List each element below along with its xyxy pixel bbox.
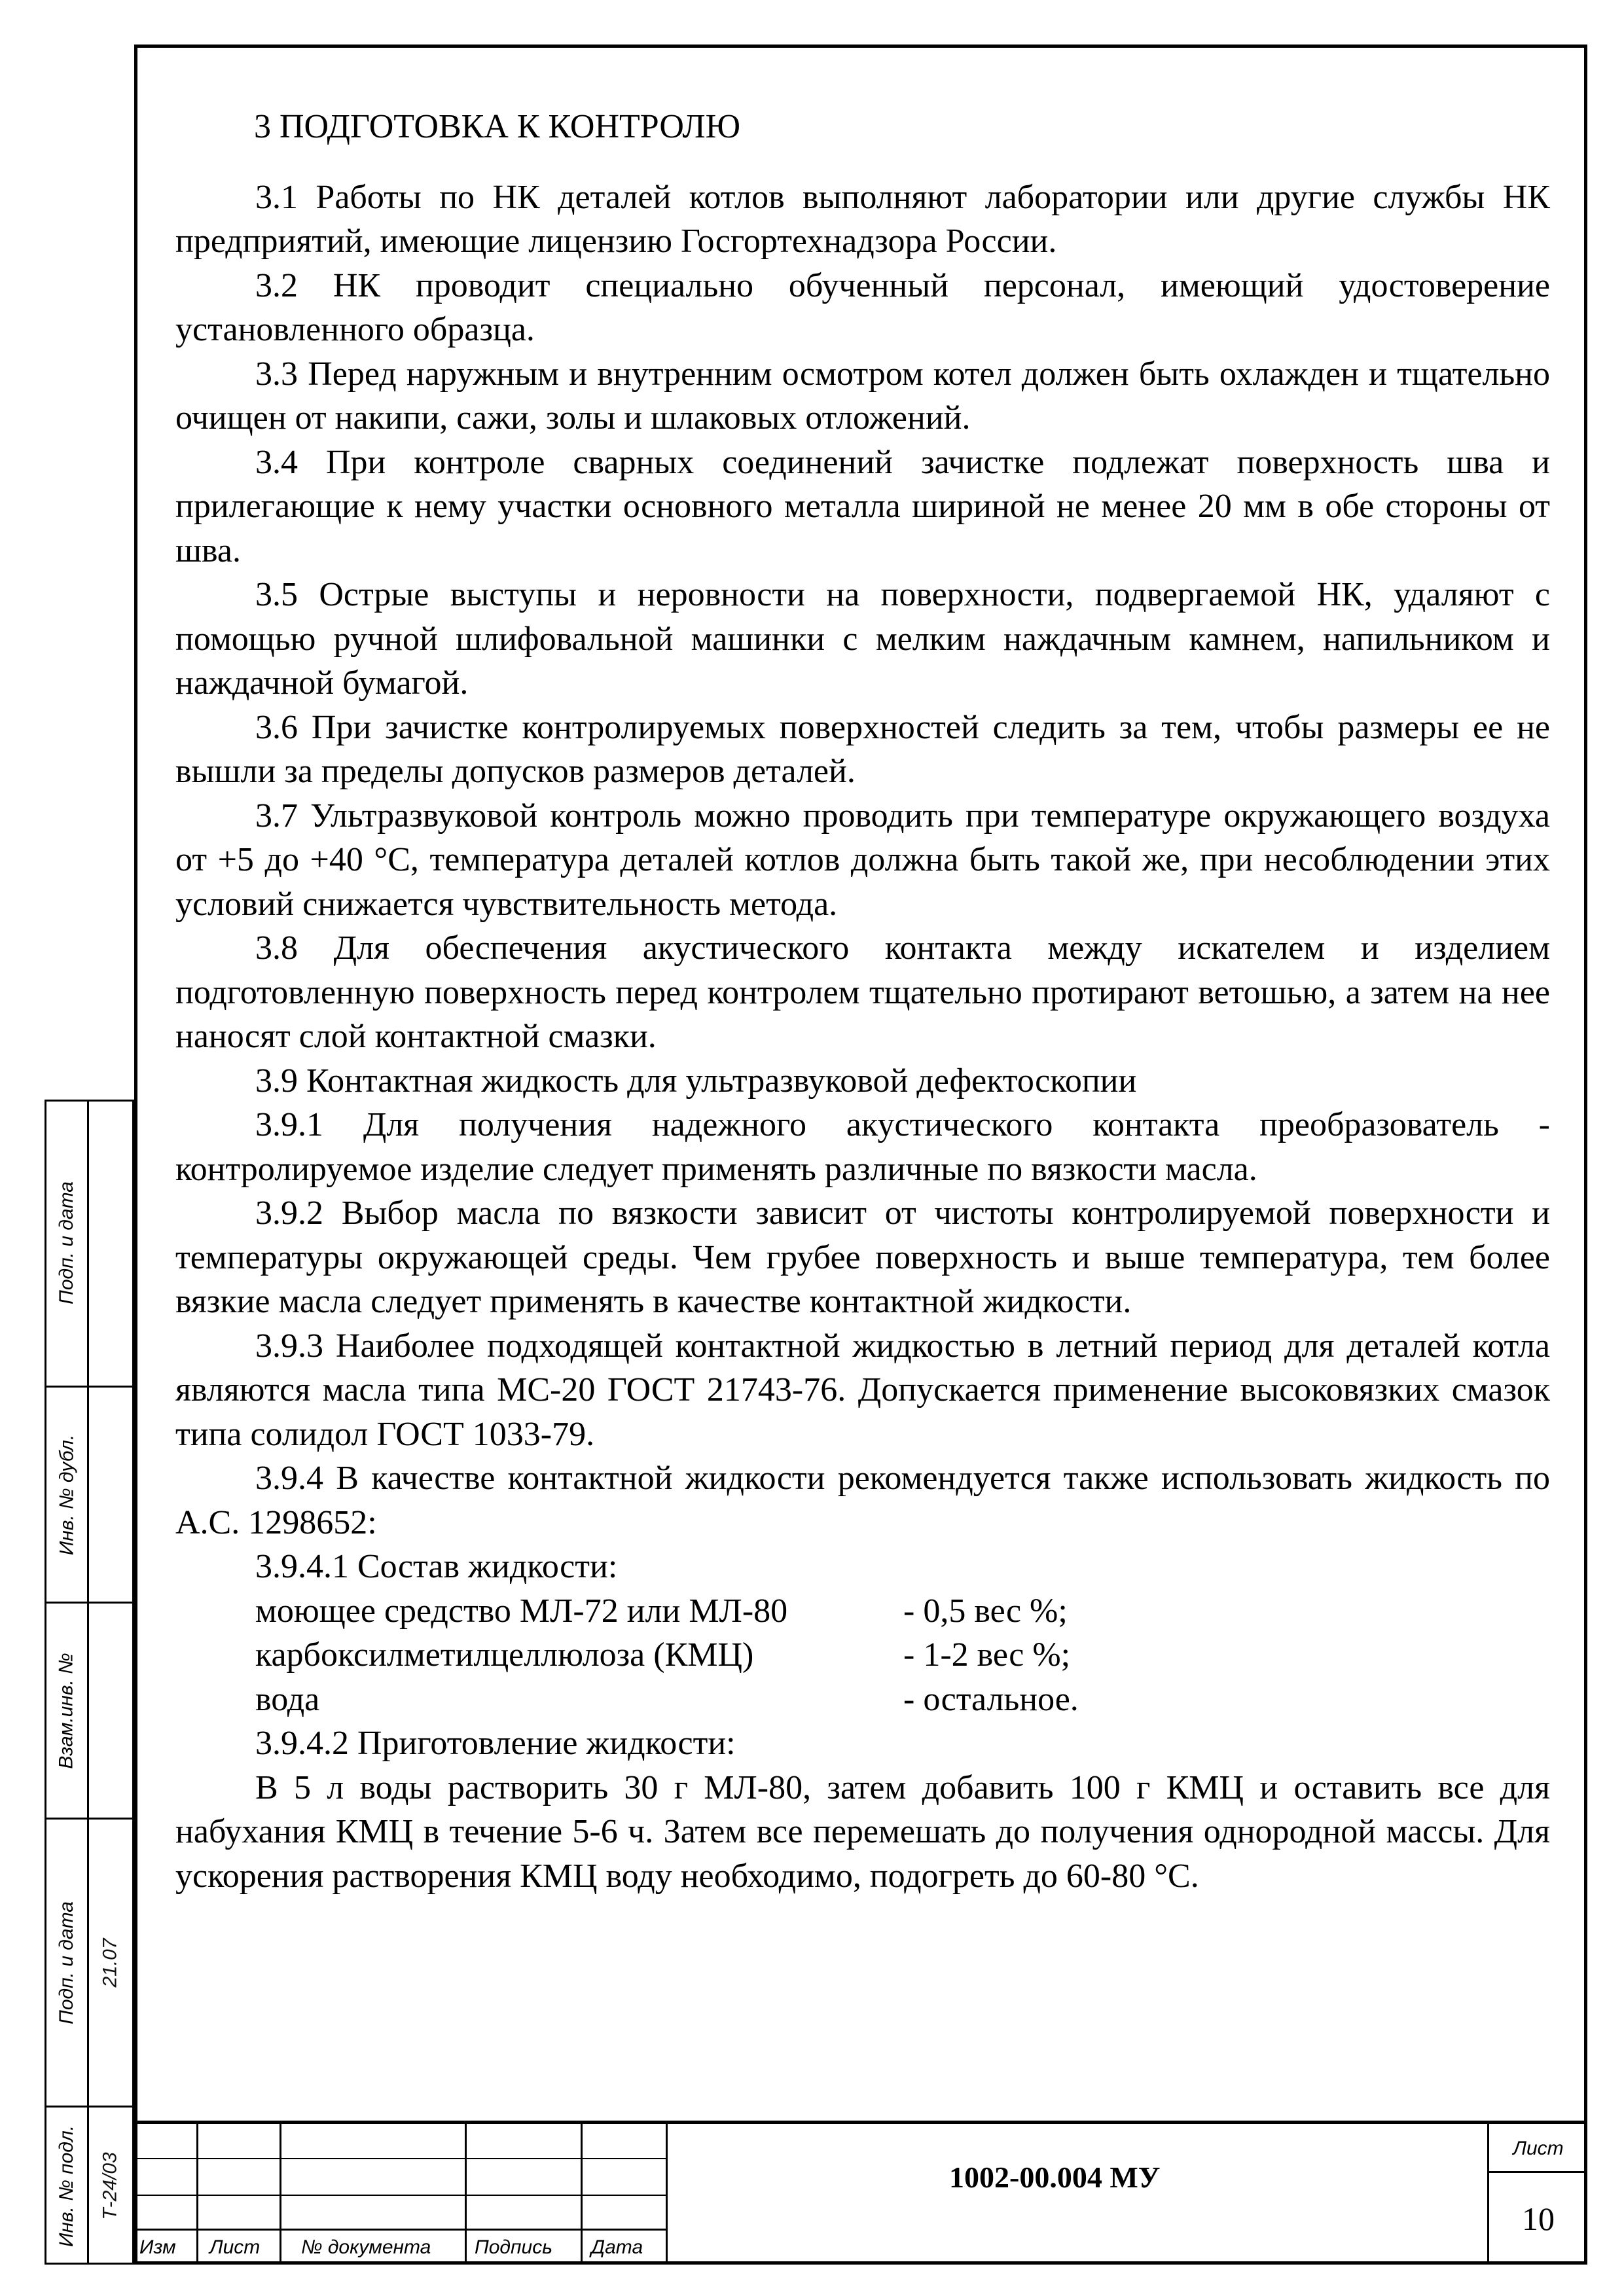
column-caption: Подпись xyxy=(475,2236,552,2258)
sidebar-value-cell xyxy=(87,1820,134,2108)
sheet-number: 10 xyxy=(1522,2200,1555,2237)
document-code: 1002-00.004 МУ xyxy=(949,2161,1161,2194)
paragraph: 3.8 Для обеспечения акустического контакта между искателем и изделием подготовленную поверхность перед контролем тщательно протирают ветошью, а затем на нее наносят слой контактной смазки. xyxy=(175,929,1550,1055)
sidebar-label: Подп. и дата xyxy=(56,1181,77,1304)
sidebar-cell xyxy=(45,1820,89,2108)
sidebar-value-cell xyxy=(87,2108,134,2265)
composition-name: моющее средство МЛ-72 или МЛ-80 xyxy=(255,1592,788,1630)
grid-col-line xyxy=(581,2124,583,2265)
revision-grid xyxy=(134,2124,668,2265)
section-title: 3 ПОДГОТОВКА К КОНТРОЛЮ xyxy=(254,108,741,145)
paragraph: 3.9.2 Выбор масла по вязкости зависит от чистоты контролируемой поверхности и температуры окружающей среды. Чем грубее поверхность и выше температура, тем более вязкие масла следует применять в качестве контактной жидкости. xyxy=(175,1194,1550,1320)
column-caption: № документа xyxy=(301,2236,431,2258)
paragraph: 3.7 Ультразвуковой контроль можно проводить при температуре окружающего воздуха от +5 до +40 °С, температура деталей котлов должна быть такой же, при несоблюдении этих условий снижается чувствительность метода. xyxy=(175,797,1550,923)
title-block xyxy=(134,2121,1587,2265)
sidebar-label: Подп. и дата xyxy=(56,1901,77,2024)
handwritten-date: 21.07 xyxy=(99,1937,122,1988)
sheet-box xyxy=(1487,2124,1587,2265)
composition-value: - 1-2 вес %; xyxy=(903,1636,1071,1674)
composition-row xyxy=(175,1633,1550,1677)
column-caption: Дата xyxy=(591,2236,643,2258)
sidebar-label: Взам.инв. № xyxy=(56,1652,77,1769)
composition-name: вода xyxy=(255,1680,320,1718)
grid-row-line xyxy=(134,2229,668,2231)
document-body xyxy=(175,105,1550,1898)
paragraph: 3.9.3 Наиболее подходящей контактной жидкостью в летний период для деталей котла являются масла типа МС-20 ГОСТ 21743-76. Допускается применение высоковязких смазок типа солидол ГОСТ 1033-79. xyxy=(175,1327,1550,1453)
paragraph: 3.1 Работы по НК деталей котлов выполняют лаборатории или другие службы НК предприятий, имеющие лицензию Госгортехнадзора России. xyxy=(175,178,1550,260)
preparation-text: В 5 л воды растворить 30 г МЛ-80, затем добавить 100 г КМЦ и оставить все для набухания КМЦ в течение 5-6 ч. Затем все перемешать до получения однородной массы. Для ускорения растворения КМЦ воду необходимо, подогреть до 60-80 °С. xyxy=(175,1768,1550,1895)
composition-row xyxy=(175,1677,1550,1722)
paragraph: 3.2 НК проводит специально обученный персонал, имеющий удостоверение установленного образца. xyxy=(175,266,1550,348)
sidebar-cell xyxy=(45,1388,89,1604)
grid-col-line xyxy=(280,2124,281,2265)
sheet-label: Лист xyxy=(1489,2124,1587,2173)
sidebar-value-cell xyxy=(87,1388,134,1604)
sidebar-label: Инв. № подл. xyxy=(56,2125,77,2248)
paragraph: 3.6 При зачистке контролируемых поверхностей следить за тем, чтобы размеры ее не вышли за пределы допусков размеров деталей. xyxy=(175,708,1550,790)
paragraph: 3.9 Контактная жидкость для ультразвуковой дефектоскопии xyxy=(255,1062,1137,1100)
grid-col-line xyxy=(196,2124,198,2265)
column-caption: Лист xyxy=(209,2236,261,2258)
paragraph: 3.9.4 В качестве контактной жидкости рекомендуется также использовать жидкость по А.С. 1298652: xyxy=(175,1460,1550,1541)
handwritten-number: Т-24/03 xyxy=(99,2152,122,2220)
composition-heading: 3.9.4.1 Состав жидкости: xyxy=(255,1548,618,1585)
composition-value: - остальное. xyxy=(903,1680,1079,1718)
paragraph: 3.4 При контроле сварных соединений зачистке подлежат поверхность шва и прилегающие к нему участки основного металла шириной не менее 20 мм в обе стороны от шва. xyxy=(175,443,1550,569)
paragraph: 3.9.1 Для получения надежного акустического контакта преобразователь - контролируемое изделие следует применять различные по вязкости масла. xyxy=(175,1106,1550,1188)
sidebar-value-cell xyxy=(87,1100,134,1388)
composition-name: карбоксилметилцеллюлоза (КМЦ) xyxy=(255,1636,754,1674)
preparation-heading: 3.9.4.2 Приготовление жидкости: xyxy=(255,1725,736,1762)
paragraph: 3.5 Острые выступы и неровности на поверхности, подвергаемой НК, удаляют с помощью ручной шлифовальной машинки с мелким наждачным камнем, напильником и наждачной бумагой. xyxy=(175,576,1550,702)
sidebar-cell xyxy=(45,2108,89,2265)
composition-value: - 0,5 вес %; xyxy=(903,1592,1068,1630)
sidebar-value-cell xyxy=(87,1604,134,1820)
sidebar-cell xyxy=(45,1100,89,1388)
paragraph: 3.3 Перед наружным и внутренним осмотром котел должен быть охлажден и тщательно очищен от накипи, сажи, золы и шлаковых отложений. xyxy=(175,355,1550,437)
sidebar-label: Инв. № дубл. xyxy=(56,1434,77,1555)
sidebar-cell xyxy=(45,1604,89,1820)
grid-row-line xyxy=(134,2195,668,2196)
column-caption: Изм xyxy=(139,2236,176,2258)
sidebar-stamp xyxy=(45,1100,134,2265)
grid-row-line xyxy=(134,2158,668,2159)
composition-row xyxy=(175,1589,1550,1634)
grid-col-line xyxy=(465,2124,467,2265)
